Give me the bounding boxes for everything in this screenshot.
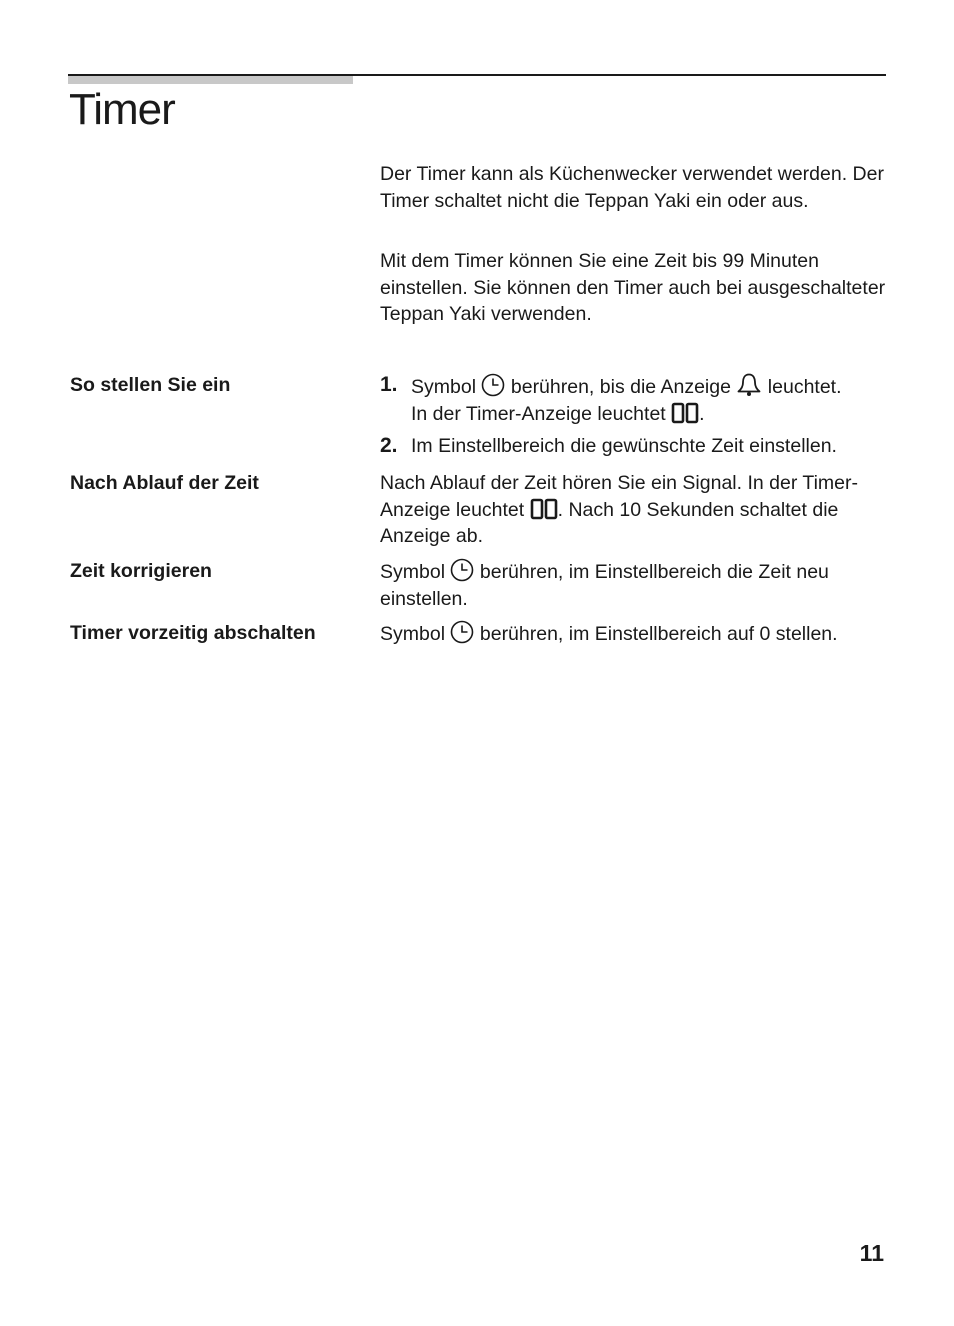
section-label-expiry: Nach Ablauf der Zeit xyxy=(70,472,259,494)
intro-paragraph-1: Der Timer kann als Küchenwecker verwendet werden. Der Timer schaltet nicht die Teppan Yaki ein oder aus. xyxy=(380,163,884,212)
section-label-cancel: Timer vorzeitig abschalten xyxy=(70,622,316,644)
cancel-text-part: berühren, im Einstellbereich auf 0 stellen. xyxy=(479,623,838,645)
section-label-set: So stellen Sie ein xyxy=(70,374,231,396)
cancel-text xyxy=(380,620,890,648)
clock-icon xyxy=(450,558,474,582)
section-label-correct: Zeit korrigieren xyxy=(70,560,212,582)
display-00-icon xyxy=(671,402,699,424)
step-text: berühren, bis die Anzeige xyxy=(510,376,731,398)
clock-icon xyxy=(450,620,474,644)
cancel-text-part: Symbol xyxy=(380,623,446,645)
expiry-text-part: Nach Ablauf der Zeit hören Sie ein Signal. In der Timer-Anzeige leuchtet xyxy=(380,472,858,521)
step-1 xyxy=(380,372,890,427)
step-text: Im Einstellbereich die gewünschte Zeit einstellen. xyxy=(411,435,837,457)
step-number: 1. xyxy=(380,373,398,396)
expiry-text-part: . Nach 10 Sekunden schaltet die Anzeige ab. xyxy=(380,498,839,547)
step-text: Symbol xyxy=(411,376,477,398)
correct-text-part: Symbol xyxy=(380,561,446,583)
bell-icon xyxy=(736,372,762,397)
page-number: 11 xyxy=(859,1240,884,1266)
step-text: In der Timer-Anzeige leuchtet xyxy=(411,402,666,425)
step-text: leuchtet. xyxy=(767,376,842,398)
step-number: 2. xyxy=(380,434,398,457)
step-2 xyxy=(380,433,890,460)
display-00-icon xyxy=(530,498,558,520)
clock-icon xyxy=(481,373,505,397)
expiry-text xyxy=(380,470,890,550)
correct-text-part: berühren, im Einstellbereich die Zeit neu einstellen. xyxy=(380,561,829,610)
intro-paragraph-2: Mit dem Timer können Sie eine Zeit bis 99 Minuten einstellen. Sie können den Timer auch bei ausgeschalteter Teppan Yaki verwenden. xyxy=(380,250,886,325)
correct-text xyxy=(380,558,890,612)
page-title: Timer xyxy=(69,85,175,134)
step-text: . xyxy=(699,402,705,425)
